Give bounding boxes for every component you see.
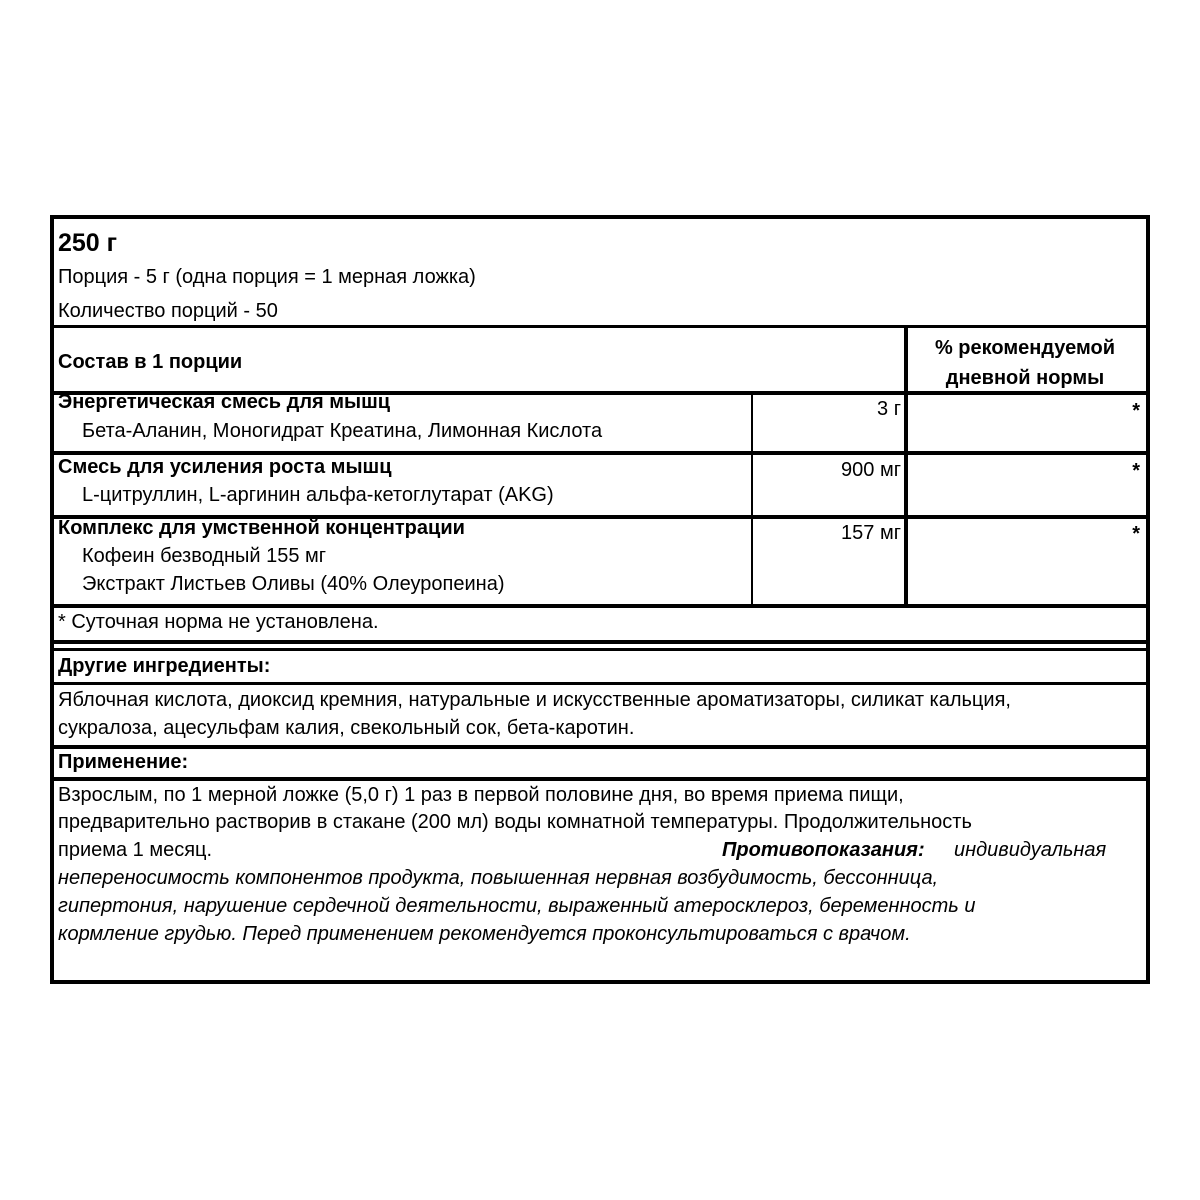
- divider: [54, 682, 1146, 685]
- dv-header-line2: дневной нормы: [945, 367, 1105, 389]
- ingredient-dv: *: [1132, 523, 1140, 545]
- footnote: * Суточная норма не установлена.: [58, 611, 379, 633]
- usage-text: приема 1 месяц.: [58, 839, 213, 861]
- ingredient-name: Смесь для усиления роста мышц: [58, 456, 392, 478]
- other-ingredients-text: сукралоза, ацесульфам калия, свекольный сок, бета-каротин.: [58, 717, 635, 739]
- ingredient-dv: *: [1132, 400, 1140, 422]
- divider: [54, 604, 1146, 608]
- other-ingredients-title: Другие ингредиенты:: [58, 655, 271, 677]
- ingredient-name: Энергетическая смесь для мышц: [58, 391, 391, 413]
- contraindications-text: индивидуальная: [954, 839, 1107, 861]
- ingredient-amount: 157 мг: [841, 522, 901, 544]
- contraindications-label: Противопоказания:: [722, 839, 925, 861]
- ingredient-details: Бета-Аланин, Моногидрат Креатина, Лимонная Кислота: [82, 420, 603, 442]
- contraindications-text: гипертония, нарушение сердечной деятельности, выраженный атеросклероз, беременность и: [58, 895, 976, 917]
- ingredient-amount: 900 мг: [841, 459, 901, 481]
- contraindications-text: непереносимость компонентов продукта, повышенная нервная возбудимость, бессонница,: [58, 867, 939, 889]
- net-weight: 250 г: [58, 229, 118, 257]
- divider: [54, 451, 1146, 455]
- ingredient-dv: *: [1132, 460, 1140, 482]
- divider: [54, 777, 1146, 781]
- ingredient-details: L-цитруллин, L-аргинин альфа-кетоглутарат (AKG): [82, 484, 554, 506]
- supplement-facts-label: [50, 215, 1150, 984]
- ingredient-details: Экстракт Листьев Оливы (40% Олеуропеина): [82, 573, 505, 595]
- divider: [54, 325, 1146, 328]
- ingredient-details: Кофеин безводный 155 мг: [82, 545, 327, 567]
- other-ingredients-text: Яблочная кислота, диоксид кремния, натуральные и искусственные ароматизаторы, силикат кальция,: [58, 689, 1011, 711]
- ingredient-amount: 3 г: [877, 398, 901, 420]
- usage-title: Применение:: [58, 751, 189, 773]
- composition-title: Состав в 1 порции: [58, 351, 243, 373]
- usage-text: Взрослым, по 1 мерной ложке (5,0 г) 1 раз в первой половине дня, во время приема пищи,: [58, 784, 904, 806]
- serving-size: Порция - 5 г (одна порция = 1 мерная ложка): [58, 266, 476, 288]
- usage-text: предварительно растворив в стакане (200 мл) воды комнатной температуры. Продолжительность: [58, 811, 972, 833]
- divider: [54, 745, 1146, 749]
- column-divider: [751, 395, 753, 606]
- servings-count: Количество порций - 50: [58, 300, 278, 322]
- dv-header-line1: % рекомендуемой: [934, 337, 1116, 359]
- divider: [54, 648, 1146, 651]
- ingredient-name: Комплекс для умственной концентрации: [58, 517, 465, 539]
- contraindications-text: кормление грудью. Перед применением рекомендуется проконсультироваться с врачом.: [58, 923, 911, 945]
- divider: [54, 640, 1146, 644]
